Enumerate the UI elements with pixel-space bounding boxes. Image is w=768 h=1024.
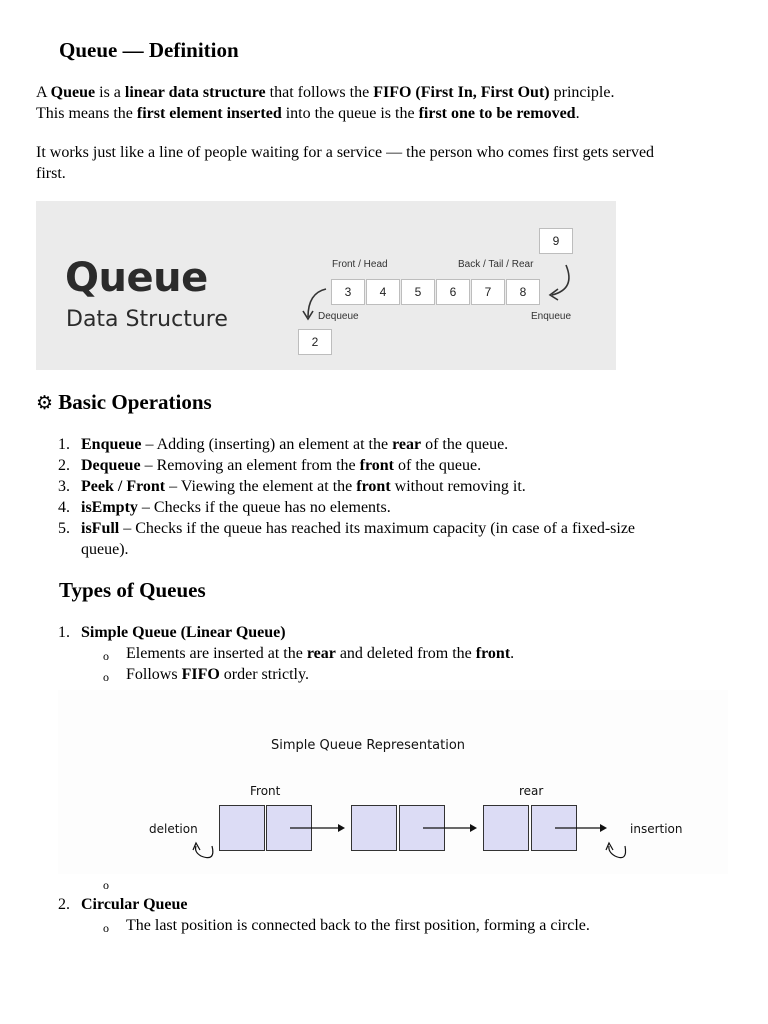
queue-cell: 3 (331, 279, 365, 305)
figure-arrows (58, 690, 728, 874)
dequeue-label: Dequeue (318, 311, 359, 322)
queue-cell: 5 (401, 279, 435, 305)
list-item: Follows FIFO order strictly. (126, 666, 309, 683)
operations-list: 1. Enqueue – Adding (inserting) an element at the rear of the queue. 2. Dequeue – Removing an element from the front of the queue. 3. Peek / Front – Viewing the element at the front without removing it. 4. isEmpty – Checks if the queue has no elements. 5. isFull – Checks if the queue has reached its maximum capacity (in case of a fixed-size queue). (58, 436, 636, 558)
types-heading: Types of Queues (59, 578, 206, 602)
dequeue-arrow-icon (308, 289, 326, 317)
enqueue-label: Enqueue (531, 311, 572, 322)
analogy-paragraph: It works just like a line of people waiting for a service — the person who comes first gets served first. (36, 144, 655, 182)
type-circular-queue: 2. Circular Queue o The last position is connected back to the first position, forming a circle. (58, 896, 590, 935)
empty-bullet: o (103, 878, 109, 892)
type-simple-queue: 1. Simple Queue (Linear Queue) o Elements are inserted at the rear and deleted from the front. o Follows FIFO order strictly. (58, 624, 515, 684)
definition-line-2: This means the first element inserted into the queue is the first one to be removed. (36, 105, 580, 122)
list-item: The last position is connected back to the first position, forming a circle. (126, 917, 590, 934)
queue-cell: 4 (366, 279, 400, 305)
type-title: Circular Queue (81, 896, 188, 913)
insertion-label: insertion (630, 822, 683, 836)
basic-operations-heading: ⚙ Basic Operations (36, 390, 212, 414)
definition-paragraph (36, 82, 736, 124)
outgoing-element: 2 (298, 329, 332, 355)
deletion-label: deletion (149, 822, 198, 836)
list-item: Elements are inserted at the rear and deleted from the front. (126, 645, 515, 662)
simple-queue-figure (58, 690, 728, 874)
page-title: Queue — Definition (59, 38, 239, 62)
front-label: Front (250, 784, 281, 798)
back-tail-label: Back / Tail / Rear (458, 259, 534, 270)
banner-arrows (36, 201, 616, 370)
gear-icon: ⚙ (36, 392, 54, 414)
incoming-element: 9 (539, 228, 573, 254)
queue-cell: 7 (471, 279, 505, 305)
type-title: Simple Queue (Linear Queue) (81, 624, 286, 641)
banner-subtitle: Data Structure (66, 307, 228, 332)
definition-line-1: A Queue is a linear data structure that follows the FIFO (First In, First Out) principle. (36, 84, 615, 101)
queue-banner-image (36, 201, 616, 370)
enqueue-arrow-icon (552, 265, 569, 295)
rear-label: rear (519, 784, 544, 798)
banner-title: Queue (65, 255, 208, 301)
front-head-label: Front / Head (332, 259, 388, 270)
queue-cell: 6 (436, 279, 470, 305)
queue-cell: 8 (506, 279, 540, 305)
figure-title: Simple Queue Representation (270, 738, 466, 753)
